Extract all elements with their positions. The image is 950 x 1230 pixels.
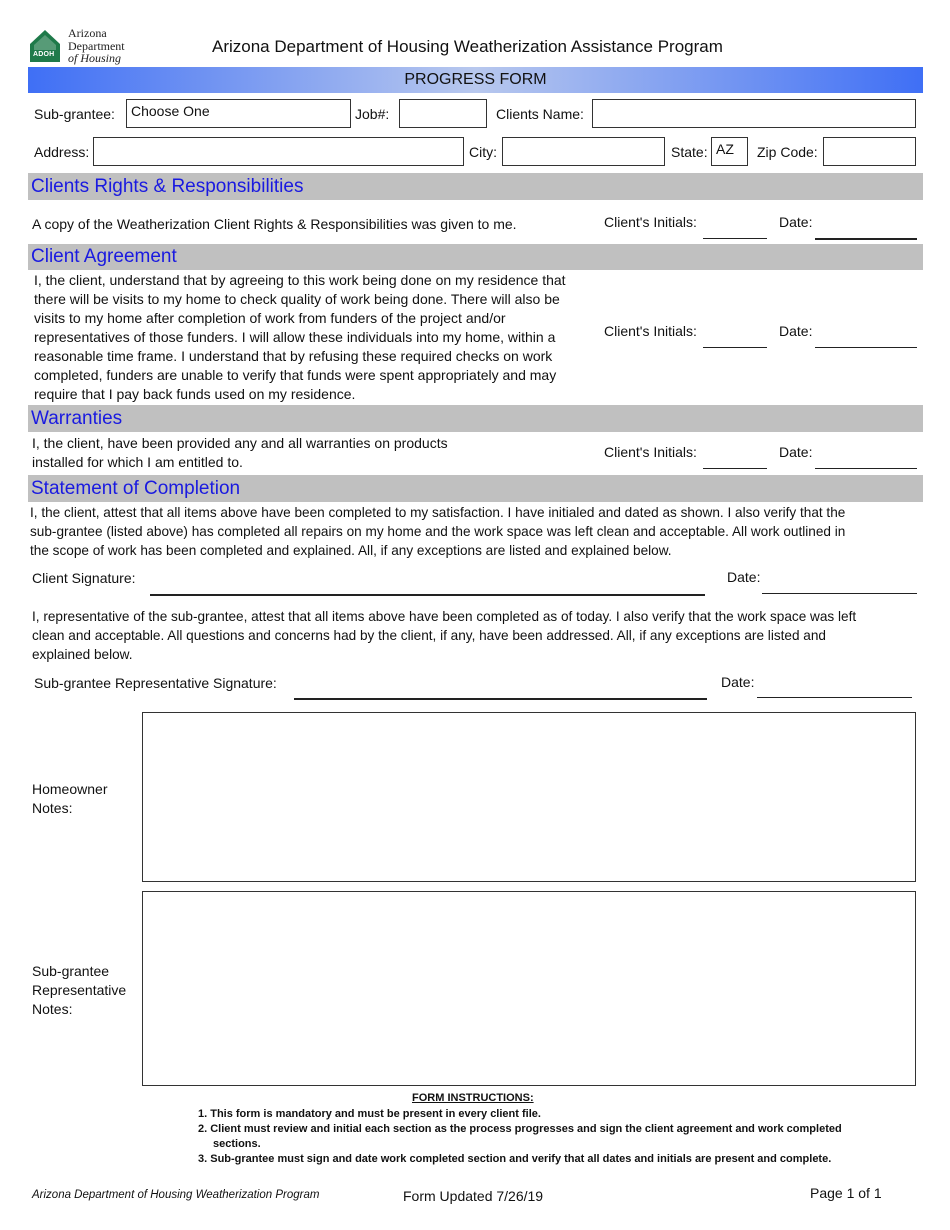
page-title: Arizona Department of Housing Weatherization Assistance Program — [212, 37, 723, 56]
warranties-initials-field[interactable] — [703, 468, 767, 469]
warranties-date-label: Date: — [779, 444, 813, 460]
agreement-date-field[interactable] — [815, 347, 917, 348]
footer-page-number: Page 1 of 1 — [810, 1185, 882, 1201]
job-label: Job#: — [355, 106, 390, 122]
client-attestation-text — [30, 503, 922, 560]
rep-notes-label-line: Notes: — [32, 1001, 73, 1017]
client-attestation-line: sub-grantee (listed above) has completed all repairs on my home and the work space was left clean and acceptable. All work outlined in — [30, 524, 846, 539]
logo-line: Department — [68, 38, 125, 53]
client-signature-date-field[interactable] — [762, 593, 917, 594]
subgrantee-select[interactable]: Choose One — [126, 99, 351, 128]
instruction-item: sections. — [213, 1138, 261, 1150]
rights-date-field[interactable] — [815, 238, 917, 240]
rep-notes-label — [32, 962, 126, 1019]
rep-attestation-text — [32, 607, 922, 664]
warranties-section-heading: Warranties — [28, 405, 923, 432]
address-input[interactable] — [93, 137, 464, 166]
instruction-item: 3. Sub-grantee must sign and date work completed section and verify that all dates and initials are present and complete. — [198, 1153, 832, 1165]
job-number-input[interactable] — [399, 99, 487, 128]
agreement-line: I, the client, understand that by agreeing to this work being done on my residence that — [34, 272, 566, 288]
agreement-initials-field[interactable] — [703, 347, 767, 348]
rights-initials-field[interactable] — [703, 238, 767, 239]
address-label: Address: — [34, 144, 90, 160]
rep-signature-label: Sub-grantee Representative Signature: — [34, 675, 277, 691]
rights-section-heading: Clients Rights & Responsibilities — [28, 173, 923, 200]
form-banner — [28, 67, 923, 93]
agreement-initials-label: Client's Initials: — [604, 323, 697, 339]
instruction-item: 2. Client must review and initial each section as the process progresses and sign the client agreement and work completed — [198, 1123, 842, 1135]
warranties-text — [32, 434, 592, 472]
agreement-line: there will be visits to my home to check quality of work being done. There will also be — [34, 291, 560, 307]
client-signature-label: Client Signature: — [32, 570, 136, 586]
footer-program-name: Arizona Department of Housing Weatherization Program — [32, 1189, 320, 1201]
rep-attestation-line: clean and acceptable. All questions and concerns had by the client, if any, have been addressed. All, if any exceptions are listed and — [32, 628, 826, 643]
logo-line: of Housing — [68, 51, 122, 65]
warranties-line: I, the client, have been provided any and all warranties on products — [32, 435, 448, 451]
rep-attestation-line: explained below. — [32, 647, 133, 662]
agreement-line: visits to my home after completion of work from funders of the project and/or — [34, 310, 506, 326]
city-input[interactable] — [502, 137, 665, 166]
rights-statement: A copy of the Weatherization Client Rights & Responsibilities was given to me. — [32, 216, 517, 232]
city-label: City: — [469, 144, 497, 160]
instructions-list — [198, 1107, 898, 1167]
clients-name-label: Clients Name: — [496, 106, 584, 122]
logo-badge: ADOH — [33, 51, 55, 58]
agreement-date-label: Date: — [779, 323, 813, 339]
rep-notes-label-line: Sub-grantee — [32, 963, 110, 979]
zip-label: Zip Code: — [757, 144, 818, 160]
warranties-line: installed for which I am entitled to. — [32, 454, 243, 470]
state-label: State: — [671, 144, 708, 160]
agreement-section-heading: Client Agreement — [28, 244, 923, 270]
instructions-title: FORM INSTRUCTIONS: — [412, 1092, 534, 1104]
clients-name-input[interactable] — [592, 99, 916, 128]
homeowner-notes-label-line: Notes: — [32, 800, 73, 816]
rep-attestation-line: I, representative of the sub-grantee, attest that all items above have been completed as of today. I also verify that the work space was left — [32, 609, 857, 624]
rep-signature-date-label: Date: — [721, 674, 755, 690]
homeowner-notes-label-line: Homeowner — [32, 781, 108, 797]
homeowner-notes-label — [32, 780, 107, 818]
client-signature-date-label: Date: — [727, 569, 761, 585]
client-signature-field[interactable] — [150, 594, 705, 596]
agreement-line: reasonable time frame. I understand that by refusing these required checks on work — [34, 348, 553, 364]
agreement-text — [34, 271, 604, 404]
client-attestation-line: the scope of work has been completed and explained. All, if any exceptions are listed and explained below. — [30, 543, 672, 558]
agency-logo — [28, 28, 138, 66]
rep-signature-date-field[interactable] — [757, 697, 912, 698]
warranties-date-field[interactable] — [815, 468, 917, 469]
agreement-line: representatives of those funders. I will allow these individuals into my home, within a — [34, 329, 556, 345]
banner-title: PROGRESS FORM — [404, 71, 547, 88]
logo-line: Arizona — [68, 26, 107, 40]
rep-signature-field[interactable] — [294, 698, 707, 700]
completion-section-heading: Statement of Completion — [28, 475, 923, 502]
rep-notes-label-line: Representative — [32, 982, 127, 998]
instruction-item: 1. This form is mandatory and must be present in every client file. — [198, 1108, 541, 1120]
subgrantee-label: Sub-grantee: — [34, 106, 115, 122]
rights-date-label: Date: — [779, 214, 813, 230]
warranties-initials-label: Client's Initials: — [604, 444, 697, 460]
state-input[interactable]: AZ — [711, 137, 748, 166]
client-attestation-line: I, the client, attest that all items above have been completed to my satisfaction. I have initialed and dated as shown. I also verify that the — [30, 505, 846, 520]
agreement-line: completed, funders are unable to verify that funds were spent appropriately and may — [34, 367, 557, 383]
rep-notes-textarea[interactable] — [142, 891, 916, 1086]
homeowner-notes-textarea[interactable] — [142, 712, 916, 882]
zip-input[interactable] — [823, 137, 916, 166]
rights-initials-label: Client's Initials: — [604, 214, 697, 230]
agreement-line: require that I pay back funds used on my residence. — [34, 386, 356, 402]
footer-form-updated: Form Updated 7/26/19 — [403, 1188, 544, 1204]
house-logo-icon — [28, 28, 62, 64]
